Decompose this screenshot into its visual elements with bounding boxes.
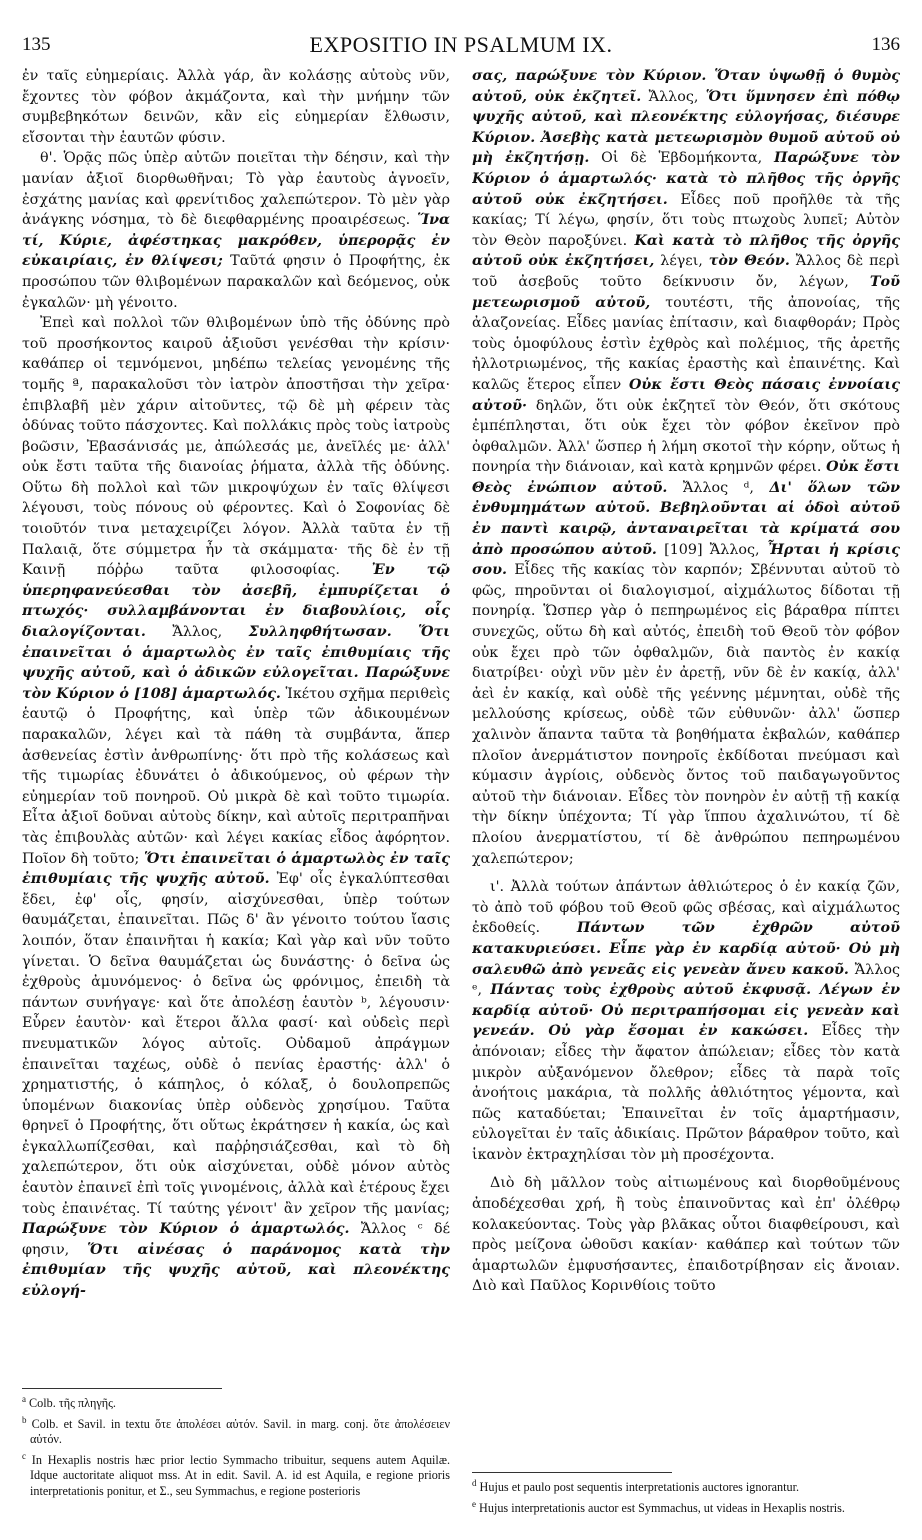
scripture-quote: Πάντων τῶν ἐχθρῶν αὐτοῦ κατακυριεύσει. Εἶπε γὰρ ἐν καρδίᾳ αὐτοῦ· Οὐ μὴ σαλευθῶ ἀπὸ γενεᾶς εἰς γενεὰν ἄνευ κακοῦ. bbox=[472, 920, 900, 978]
commentary-text: λέγει, bbox=[654, 253, 709, 270]
commentary-text: Ἄλλος ᶜ δέ φησιν, bbox=[22, 1221, 450, 1258]
scripture-quote: Ἐν τῷ ὑπερηφανεύεσθαι τὸν ἀσεβῆ, ἐμπυρίζεται ὁ πτωχός· συλλαμβάνονται ἐν διαβουλίοις, οἷς διαλογίζονται. bbox=[22, 562, 450, 641]
paragraph bbox=[472, 877, 900, 1165]
scripture-quote: Συλληφθήτωσαν. bbox=[248, 624, 392, 641]
scripture-quote: Παρώξυνε τὸν Κύριον ὁ ἁμαρτωλός. bbox=[22, 1221, 350, 1238]
commentary-text: Ἄλλος, bbox=[145, 624, 249, 641]
right-column bbox=[472, 66, 900, 1461]
footnotes-right bbox=[472, 1476, 900, 1528]
footnote bbox=[472, 1476, 900, 1496]
commentary-text: Ἐφ' οἷς ἐγκαλύπτεσθαι ἔδει, ἐφ' οἷς, φησίν, αἰσχύνεσθαι, ὑπὲρ τούτων θαυμάζεται, ἐπαινεῖται. Πῶς δ' ἂν γένοιτο τούτου ἴασις λοιπόν, ὅταν ἐπαινῆται ἡ κακία; Καὶ γὰρ καὶ νῦν τοῦτο γίνεται. Ὁ δεῖνα θαυμάζεται ὡς δυνάστης· ὁ δεῖνα ὡς ἐχθροὺς ἀμυνόμενος· ὁ δεῖνα ὡς φρόνιμος, ἐπειδὴ τὰ πάντων συνήγαγε· καὶ ὅτε ἀπολέσῃ ἑαυτὸν ᵇ, λέγουσιν· Εὗρεν ἑαυτὸν· καὶ ἕτεροι ἄλλα φασί· καὶ οὐδεὶς περὶ πνευματικῶν λόγος αὐτοῖς. Οὐδαμοῦ ἀπράγμων ἐπαινεῖται ταχέως, οὐδὲ ὁ πενίας ἐραστής· ἀλλ' ὁ χρηματιστής, ὁ κάπηλος, ὁ κόλαξ, ὁ δουλοπρεπῶς ὑπομένων διακονίας ὑπὲρ οὐδενὸς χρησίμου. Ταῦτα θρηνεῖ ὁ Προφήτης, ὅτι οὕτως ἐκράτησεν ἡ κακία, ὡς καὶ ἐγκαλλωπίζεσθαι, καὶ παῤῥησιάζεσθαι, καὶ τὸ δὴ χαλεπώτερον, ὅτι οὐκ αἰσχύνεται, οὐδὲ μόνον αὐτὸς ἑαυτὸν ἐπαινεῖ ἐπὶ τοῖς γινομένοις, ἀλλὰ καὶ ἑτέρους ἔχει τοὺς ἐπαινέτας. Τί ταύτης γένοιτ' ἂν χεῖρον τῆς μανίας; bbox=[22, 871, 450, 1217]
footnote-rule-left bbox=[22, 1388, 222, 1389]
footnote-mark: d bbox=[472, 1478, 477, 1488]
paragraph bbox=[472, 66, 900, 869]
commentary-text: Ἐπεὶ καὶ πολλοὶ τῶν θλιβομένων ὑπὸ τῆς ὀδύνης πρὸ τοῦ προσήκοντος καιροῦ ἀξιοῦσι γενέσθαι τὴν κρίσιν· καθάπερ οἱ τεμνόμενοι, μηδέπω τελείας γενομένης τῆς τομῆς ª, παρακαλοῦσι τὸν ἰατρὸν ἀποστῆσαι τὴν χεῖρα· ἐπιβλαβῆ μὲν χάριν αἰτοῦντες, τῷ δὲ μὴ φέρειν τὰς ὀδύνας τοῦτο πάσχοντες. Καὶ πολλάκις πρὸς τοὺς ἰατροὺς βοῶσιν, Ἐβασάνισάς με, ἀπώλεσάς με, ἀνεῖλές με· ἀλλ' οὐκ ἔστι ταῦτα τῆς διανοίας ῥήματα, ἀλλὰ τῆς ὀδύνης. Οὕτω δὴ πολλοὶ καὶ τῶν μικροψύχων ἐν ταῖς θλίψεσι λέγουσι, τοὺς πόνους οὐ φέροντες. Καὶ ὁ Σοφονίας δὲ τοιοῦτόν τινα μεταχειρίζει λόγον. Ἀλλὰ ταῦτα ἐν τῇ Παλαιᾷ, ὅτε σύμμετρα ἦν τὰ σκάμματα· τῆς δὲ ἐν τῇ Καινῇ πόῤῥω ταῦτα φιλοσοφίας. bbox=[22, 315, 450, 579]
commentary-text: Ἱκέτου σχῆμα περιθεὶς ἑαυτῷ ὁ Προφήτης, καὶ ὑπὲρ τῶν ἀδικουμένων παρακαλῶν, λέγει καὶ τὰ πάθη τὰ συμβάντα, ἅπερ ἀσθενείας ἐστὶν ἀνθρωπίνης· ὅτι πρὸ τῆς κολάσεως καὶ τῆς τιμωρίας ἐδυνάτει ὁ ἀδικούμενος, οὐ φέρων τὴν εὐημερίαν τοῦ πονηροῦ. Οὐ μικρὰ δὲ καὶ τοῦτο τιμωρία. Εἶτα ἀξιοῖ δοῦναι αὐτοὺς δίκην, καὶ αὐτοῖς περιτραπῆναι τὰς ἐπιβουλὰς αὐτῶν· καὶ λέγει κακίας εἶδος ἀφόρητον. Ποῖον δὴ τοῦτο; bbox=[22, 685, 450, 867]
running-title: EXPOSITIO IN PSALMUM IX. bbox=[309, 32, 613, 57]
paragraph bbox=[472, 1173, 900, 1297]
footnote-text: Colb. et Savil. in textu ὅτε ἀπολέσει αὐτόν. Savil. in marg. conj. ὅτε ἀπολέσειεν αὐτόν. bbox=[26, 1416, 450, 1447]
commentary-text: δηλῶν, ὅτι οὐκ ἐκζητεῖ τὸν Θεόν, ὅτι σκότους ἐμπέπλησται, ὅτι οὐκ ἔχει τὸν φόβον ἐκεῖνον πρὸ ὀφθαλμῶν. Ἀλλ' ὥσπερ ἡ λήμη σκοτοῖ τὴν κόρην, οὕτως ἡ πονηρία τὴν διάνοιαν, καὶ κατὰ κρημνῶν φέρει. bbox=[472, 397, 900, 476]
footnote bbox=[472, 1497, 900, 1517]
footnote bbox=[22, 1392, 450, 1412]
commentary-text: ἐν ταῖς εὐημερίαις. Ἀλλὰ γάρ, ἂν κολάσῃς αὐτοὺς νῦν, ἔχοντες τὸν φόβον ἀκμάζοντα, καὶ τὴν μνήμην τῶν συμβεβηκότων δεινῶν, κἂν εἰς εὐημερίαν ἔλθωσιν, εἴσονται τὴν ἑαυτῶν φύσιν. bbox=[22, 68, 450, 146]
commentary-text: ι'. Ἀλλὰ τούτων ἁπάντων ἀθλιώτερος ὁ ἐν κακίᾳ ζῶν, τὸ ἀπὸ τοῦ φόβου τοῦ Θεοῦ φῶς σβέσας, καὶ αἰχμάλωτος ἐκδοθείς. bbox=[472, 879, 900, 937]
commentary-text: Εἶδες τῆς κακίας τὸν καρπόν; Σβέννυται αὐτοῦ τὸ φῶς, πηροῦνται οἱ διαλογισμοί, αἰχμάλωτος δίδοται τῇ πονηρίᾳ. Ὥσπερ γὰρ ὁ πεπηρωμένος εἰς βάραθρα πίπτει συνεχῶς, οὕτω δὴ καὶ αὐτός, ἐπειδὴ τοῦ Θεοῦ τὸν φόβον οὐκ ἔχει πρὸ τῶν ὀφθαλμῶν, διὰ παντὸς ἐν κακίᾳ διατρίβει· οὐχὶ νῦν μὲν ἐν ἀρετῇ, νῦν δὲ ἐν κακίᾳ, ἀλλ' ἀεὶ ἐν κακίᾳ, καὶ οὐδὲ τῆς γεέννης μέμνηται, οὐδὲ τῆς μελλούσης κρίσεως, οὐδὲ τῶν εὐθυνῶν· ἀλλ' ὥσπερ χαλινὸν ἅπαντα ταῦτα τὰ βοηθήματα ἐκβαλών, καθάπερ πλοῖον ἀνερμάτιστον πονηροῖς ἐκδίδοται πνεύμασι καὶ κύμασιν ἀγρίοις, οὐδενὸς ὄντος τοῦ παιδαγωγοῦντος αὐτοῦ τὴν διάνοιαν. Εἶδες τὸν πονηρὸν ἐν αὐτῇ τῇ κακίᾳ τὴν δίκην ὑπέχοντα; Τί γὰρ ἵππου ἀχαλινώτου, τί δὲ πλοίου ἀνερματίστου, τί δὲ ἀνθρώπου πεπηρωμένου χαλεπώτερον; bbox=[472, 562, 900, 867]
footnote-text: Colb. τῆς πληγῆς. bbox=[26, 1396, 116, 1411]
scripture-quote: Ὅτι ἐπαινεῖται ὁ ἁμαρτωλὸς ἐν ταῖς ἐπιθυμίαις τῆς ψυχῆς αὐτοῦ, καὶ ὁ ἀδικῶν εὐλογεῖται. Παρώξυνε τὸν Κύριον ὁ [108] ἁμαρτωλός. bbox=[22, 624, 450, 702]
footnote-text: In Hexaplis nostris hæc prior lectio Symmacho tribuitur, sequens autem Aquilæ. Idque auctoritate aliquot mss. At in edit. Savil. A. id est Aquila, e regione prioris interpretationis ponitur, et Σ., seu Symmachus, e regione posterioris bbox=[26, 1452, 450, 1498]
scripture-quote: Δι' ὅλων τῶν ἐνθυμημάτων αὐτοῦ. Βεβηλοῦνται αἱ ὁδοὶ αὐτοῦ ἐν παντὶ καιρῷ, ἀνταναιρεῖται τὰ κρίματά σου ἀπὸ προσώπου αὐτοῦ. bbox=[472, 479, 900, 558]
commentary-text: Εἶδες ποῦ προῆλθε τὰ τῆς κακίας; Τί λέγω, φησίν, ὅτι τοὺς πτωχοὺς λυπεῖ; Αὐτὸν τὸν Θεὸν παροξύνει. bbox=[472, 191, 900, 249]
scripture-quote: σας, παρώξυνε τὸν Κύριον. bbox=[472, 68, 707, 84]
scripture-quote: Ἀσεβὴς κατὰ μετεωρισμὸν θυμοῦ αὐτοῦ οὐ μὴ ἐκζητήσῃ. bbox=[472, 129, 900, 167]
commentary-text: Ἄλλος ᵈ, bbox=[667, 479, 770, 496]
paragraph bbox=[22, 148, 450, 313]
page bbox=[22, 30, 900, 1530]
scripture-quote: Ὅτι αἰνέσας ὁ παράνομος κατὰ τὴν ἐπιθυμίαν τῆς ψυχῆς αὐτοῦ, καὶ πλεονέκτης εὐλογή- bbox=[22, 1241, 450, 1300]
commentary-text: [109] Ἄλλος, bbox=[656, 541, 767, 558]
scripture-quote: τὸν Θεόν. bbox=[708, 253, 790, 270]
footnote-mark: b bbox=[22, 1414, 27, 1425]
footnote-mark: e bbox=[472, 1498, 476, 1509]
scripture-quote: Τοῦ μετεωρισμοῦ αὐτοῦ, bbox=[472, 273, 900, 311]
paragraph bbox=[22, 66, 450, 148]
scripture-quote: Καὶ κατὰ τὸ πλῆθος τῆς ὀργῆς αὐτοῦ οὐκ ἐκζητήσει, bbox=[472, 232, 900, 270]
paragraph bbox=[22, 313, 450, 1302]
commentary-text: Ἄλλος ᵉ, bbox=[472, 961, 900, 999]
footnote-mark: c bbox=[22, 1450, 26, 1461]
commentary-text: τουτέστι, τῆς ἀπονοίας, τῆς ἀλαζονείας. Εἶδες μανίας ἐπίτασιν, καὶ διαφθοράν; Πρὸς τοὺς ὁμοφύλους ἐστὶν ἐχθρὸς καὶ πολέμιος, τῆς ἀρετῆς ἠλλοτριωμένος, τῆς κακίας ἐραστὴς καὶ ἐπαινέτης. Καὶ καλῶς ἕτερος εἶπεν bbox=[472, 294, 900, 393]
scripture-quote: Ἦρται ἡ κρίσις σου. bbox=[472, 541, 900, 579]
scripture-quote: Οὐκ ἔστι Θεὸς πάσαις ἐννοίαις αὐτοῦ· bbox=[472, 376, 900, 414]
scripture-quote: Ὅτι ἐπαινεῖται ὁ ἁμαρτωλὸς ἐν ταῖς ἐπιθυμίαις τῆς ψυχῆς αὐτοῦ. bbox=[22, 850, 450, 888]
page-number-left: 135 bbox=[22, 34, 51, 55]
scripture-quote: Ἵνα τί, Κύριε, ἀφέστηκας μακρόθεν, ὑπερορᾷς ἐν εὐκαιρίαις, ἐν θλίψεσι; bbox=[22, 212, 450, 270]
footnote-mark: a bbox=[22, 1394, 26, 1404]
commentary-text: Διὸ δὴ μᾶλλον τοὺς αἰτιωμένους καὶ διορθοῦμένους ἀποδέχεσθαι χρή, ἢ τοὺς ἐπαινοῦντας καὶ ἐπ' ὀλέθρῳ κολακεύοντας. Τοὺς γὰρ βλᾶκας οὗτοι διαφθείρουσι, καὶ πρὸς μείζονα ὠθοῦσι κακίαν· καθάπερ καὶ τούτων τῶν ἁμαρτωλῶν ἐμφυσήσαντες, ἐπαιδοτρίβησαν εἰς ἄνοιαν. Διὸ καὶ Παῦλος Κορινθίοις τοῦτο bbox=[472, 1175, 900, 1295]
commentary-text: Ταῦτά φησιν ὁ Προφήτης, ἐκ προσώπου τῶν θλιβομένων παρακαλῶν καὶ δεόμενος, οὐκ ἐγκαλῶν· μὴ γένοιτο. bbox=[22, 253, 450, 311]
commentary-text: Εἶδες τὴν ἀπόνοιαν; εἶδες τὴν ἄφατον ἀπώλειαν; εἶδες τὸν κατὰ μικρὸν αὐξανόμενον ὄλεθρον; εἶδες τὰ παρὰ τοῖς ἀνοήτοις μακάρια, τὰ πολλῆς ἀθλιότητος γέμοντα, καὶ πῶς καταδύεται; Ἐπαινεῖται ἐν τοῖς ἁμαρτήμασιν, εὐλογεῖται ἐν ταῖς ἀδικίαις. Πρῶτον βάραθρον τοῦτο, καὶ ἱκανὸν ἐκτραχηλίσαι τὸν μὴ προσέχοντα. bbox=[472, 1023, 900, 1163]
scripture-quote: Παρώξυνε τὸν Κύριον ὁ ἁμαρτωλός· κατὰ τὸ πλῆθος τῆς ὀργῆς αὐτοῦ οὐκ ἐκζητήσει. bbox=[472, 150, 900, 208]
commentary-text: Οἱ δὲ Ἑβδομήκοντα, bbox=[589, 150, 774, 167]
footnotes-left bbox=[22, 1392, 450, 1528]
footnote bbox=[22, 1413, 450, 1448]
scripture-quote: Ὅτι ὕμνησεν ἐπὶ πόθῳ ψυχῆς αὐτοῦ, καὶ πλεονέκτης εὐλογήσας, διέσυρε Κύριον. bbox=[472, 88, 900, 146]
commentary-text: Ἄλλος δὲ περὶ τοῦ ἀσεβοῦς τοῦτο δείκνυσιν ὄν, λέγων, bbox=[472, 253, 900, 290]
scripture-quote: Οὐκ ἔστι Θεὸς ἐνώπιον αὐτοῦ. bbox=[472, 459, 900, 496]
footnote-text: Hujus interpretationis auctor est Symmachus, ut videas in Hexaplis nostris. bbox=[476, 1500, 845, 1515]
footnote-text: Hujus et paulo post sequentis interpretationis auctores ignorantur. bbox=[476, 1480, 800, 1495]
scripture-quote: Ὅταν ὑψωθῇ ὁ θυμὸς αὐτοῦ, οὐκ ἐκζητεῖ. bbox=[472, 68, 900, 105]
left-column bbox=[22, 66, 450, 1378]
footnote-rule-right bbox=[472, 1472, 672, 1473]
commentary-text: Ἄλλος, bbox=[641, 88, 706, 105]
footnote bbox=[22, 1449, 450, 1500]
commentary-text bbox=[392, 624, 419, 640]
scripture-quote: Πάντας τοὺς ἐχθροὺς αὐτοῦ ἐκφυσᾷ. Λέγων ἐν καρδίᾳ αὐτοῦ· Οὐ περιτραπήσομαι εἰς γενεὰν καὶ γενεάν. Οὐ γὰρ ἔσομαι ἐν κακώσει. bbox=[472, 982, 900, 1040]
commentary-text: θ'. Ὁρᾷς πῶς ὑπὲρ αὐτῶν ποιεῖται τὴν δέησιν, καὶ τὴν μανίαν ἀξιοῖ διορθωθῆναι; Τὸ γὰρ ἑαυτοὺς ἀγνοεῖν, ἐσχάτης μανίας καὶ φρενίτιδος χαλεπώτερον. Τὸ μὲν γὰρ ἀνάγκης νόσημα, τὸ δὲ διεφθαρμένης προαιρέσεως. bbox=[22, 150, 450, 229]
running-header bbox=[22, 30, 900, 60]
page-number-right: 136 bbox=[871, 34, 900, 55]
